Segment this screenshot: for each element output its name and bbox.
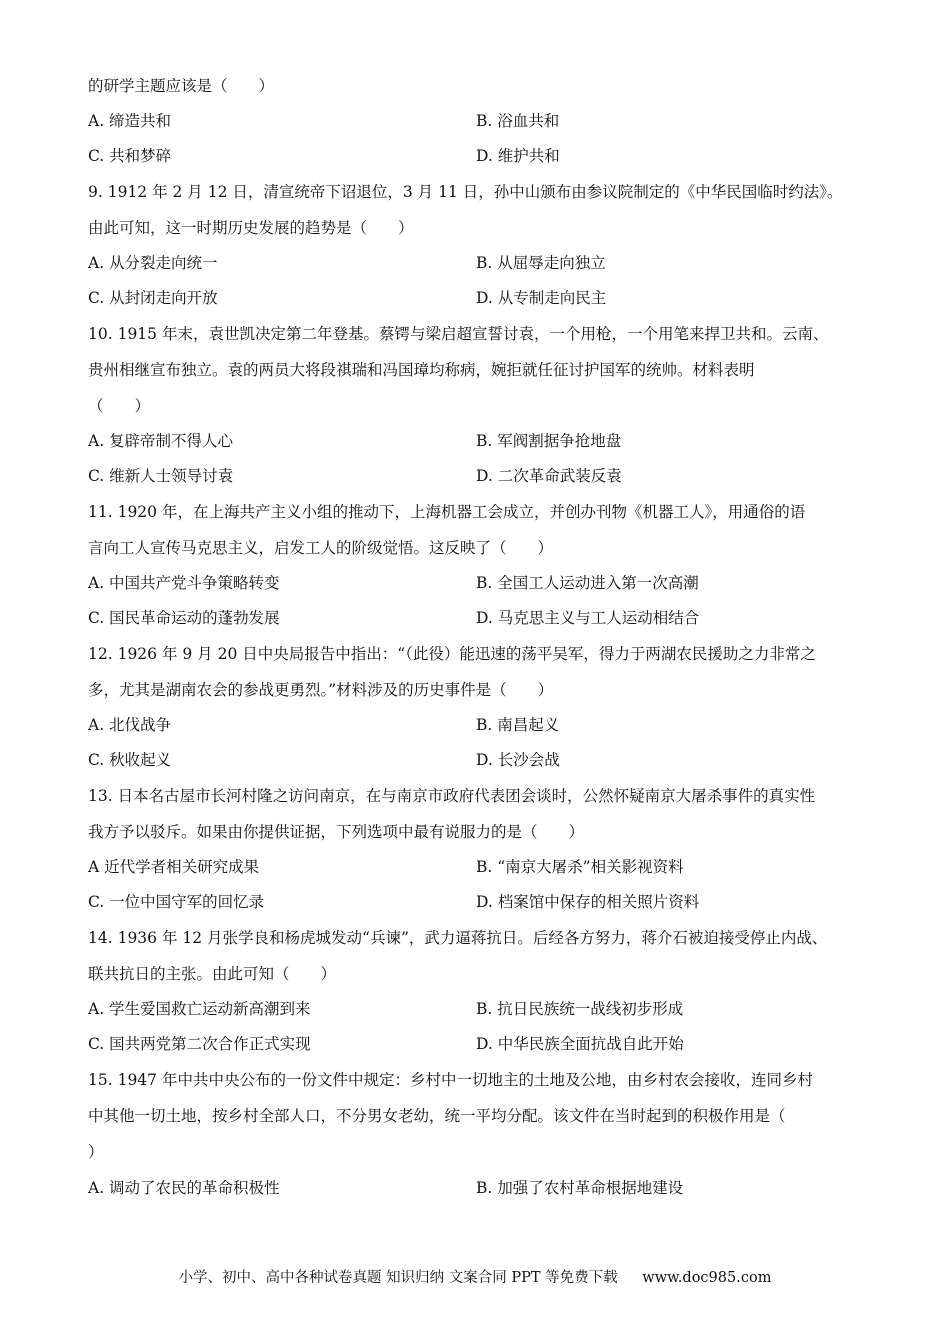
q10-option-d: D. 二次革命武装反袁 xyxy=(476,467,622,485)
q8-option-c: C. 共和梦碎 xyxy=(88,147,172,165)
question-15-stem: 15. 1947 年中共中央公布的一份文件中规定：乡村中一切地主的土地及公地，由乡村农会接收，连同乡村 xyxy=(88,1071,813,1089)
q15-option-b: B. 加强了农村革命根据地建设 xyxy=(476,1179,684,1197)
q9-option-c: C. 从封闭走向开放 xyxy=(88,289,218,307)
q13-option-c: C. 一位中国守军的回忆录 xyxy=(88,893,265,911)
q14-option-d: D. 中华民族全面抗战自此开始 xyxy=(476,1035,684,1053)
q10-option-b: B. 军阀割据争抢地盘 xyxy=(476,432,622,450)
question-10-blank: （ ） xyxy=(88,397,151,415)
page-footer xyxy=(0,1268,950,1288)
footer-site-link[interactable]: www.doc985.com xyxy=(642,1270,772,1286)
q15-option-a: A. 调动了农民的革命积极性 xyxy=(88,1179,280,1197)
question-14-stem-cont: 联共抗日的主张。由此可知（ ） xyxy=(88,965,337,983)
q13-option-d: D. 档案馆中保存的相关照片资料 xyxy=(476,893,700,911)
q9-option-d: D. 从专制走向民主 xyxy=(476,289,607,307)
question-8-stem-tail: 的研学主题应该是（ ） xyxy=(88,77,275,95)
question-12-stem: 12. 1926 年 9 月 20 日中央局报告中指出：“（此役）能迅速的荡平吴军，得力于两湖农民援助之力非常之 xyxy=(88,645,816,663)
question-10-stem-cont: 贵州相继宣布独立。袁的两员大将段祺瑞和冯国璋均称病，婉拒就任征讨护国军的统帅。材料表明 xyxy=(88,361,755,379)
q13-option-a: A 近代学者相关研究成果 xyxy=(88,858,260,876)
question-13-stem: 13. 日本名古屋市长河村隆之访问南京，在与南京市政府代表团会谈时，公然怀疑南京大屠杀事件的真实性 xyxy=(88,787,816,805)
q8-option-b: B. 浴血共和 xyxy=(476,112,560,130)
question-15-stem-cont: 中其他一切土地，按乡村全部人口，不分男女老幼，统一平均分配。该文件在当时起到的积极作用是（ xyxy=(88,1107,786,1125)
question-11-stem-cont: 言向工人宣传马克思主义，启发工人的阶级觉悟。这反映了（ ） xyxy=(88,539,554,557)
q11-option-d: D. 马克思主义与工人运动相结合 xyxy=(476,609,700,627)
question-9-stem: 9. 1912 年 2 月 12 日，清宣统帝下诏退位，3 月 11 日，孙中山颁布由参议院制定的《中华民国临时约法》。 xyxy=(88,183,843,201)
question-13-stem-cont: 我方予以驳斥。如果由你提供证据，下列选项中最有说服力的是（ ） xyxy=(88,823,585,841)
q12-option-d: D. 长沙会战 xyxy=(476,751,560,769)
q10-option-a: A. 复辟帝制不得人心 xyxy=(88,432,234,450)
q10-option-c: C. 维新人士领导讨袁 xyxy=(88,467,234,485)
q12-option-a: A. 北伐战争 xyxy=(88,716,172,734)
q13-option-b: B. “南京大屠杀”相关影视资料 xyxy=(476,858,684,876)
q9-option-a: A. 从分裂走向统一 xyxy=(88,254,218,272)
q14-option-b: B. 抗日民族统一战线初步形成 xyxy=(476,1000,684,1018)
footer-text: 小学、初中、高中各种试卷真题 知识归纳 文案合同 PPT 等免费下载 xyxy=(178,1270,618,1286)
q11-option-c: C. 国民革命运动的蓬勃发展 xyxy=(88,609,280,627)
q8-option-d: D. 维护共和 xyxy=(476,147,560,165)
q8-option-a: A. 缔造共和 xyxy=(88,112,172,130)
question-15-blank-close: ） xyxy=(88,1143,104,1161)
q14-option-c: C. 国共两党第二次合作正式实现 xyxy=(88,1035,311,1053)
q14-option-a: A. 学生爱国救亡运动新高潮到来 xyxy=(88,1000,311,1018)
question-10-stem: 10. 1915 年末，袁世凯决定第二年登基。蔡锷与梁启超宣誓讨袁，一个用枪，一个用笔来捍卫共和。云南、 xyxy=(88,325,829,343)
question-11-stem: 11. 1920 年，在上海共产主义小组的推动下，上海机器工会成立，并创办刊物《机器工人》，用通俗的语 xyxy=(88,503,806,521)
q9-option-b: B. 从屈辱走向独立 xyxy=(476,254,606,272)
q12-option-c: C. 秋收起义 xyxy=(88,751,172,769)
q11-option-b: B. 全国工人运动进入第一次高潮 xyxy=(476,574,699,592)
q12-option-b: B. 南昌起义 xyxy=(476,716,560,734)
question-12-stem-cont: 多，尤其是湖南农会的参战更勇烈。”材料涉及的历史事件是（ ） xyxy=(88,681,554,699)
q11-option-a: A. 中国共产党斗争策略转变 xyxy=(88,574,280,592)
question-14-stem: 14. 1936 年 12 月张学良和杨虎城发动“兵谏”，武力逼蒋抗日。后经各方努力，蒋介石被迫接受停止内战、 xyxy=(88,929,828,947)
question-9-stem-cont: 由此可知，这一时期历史发展的趋势是（ ） xyxy=(88,219,414,237)
